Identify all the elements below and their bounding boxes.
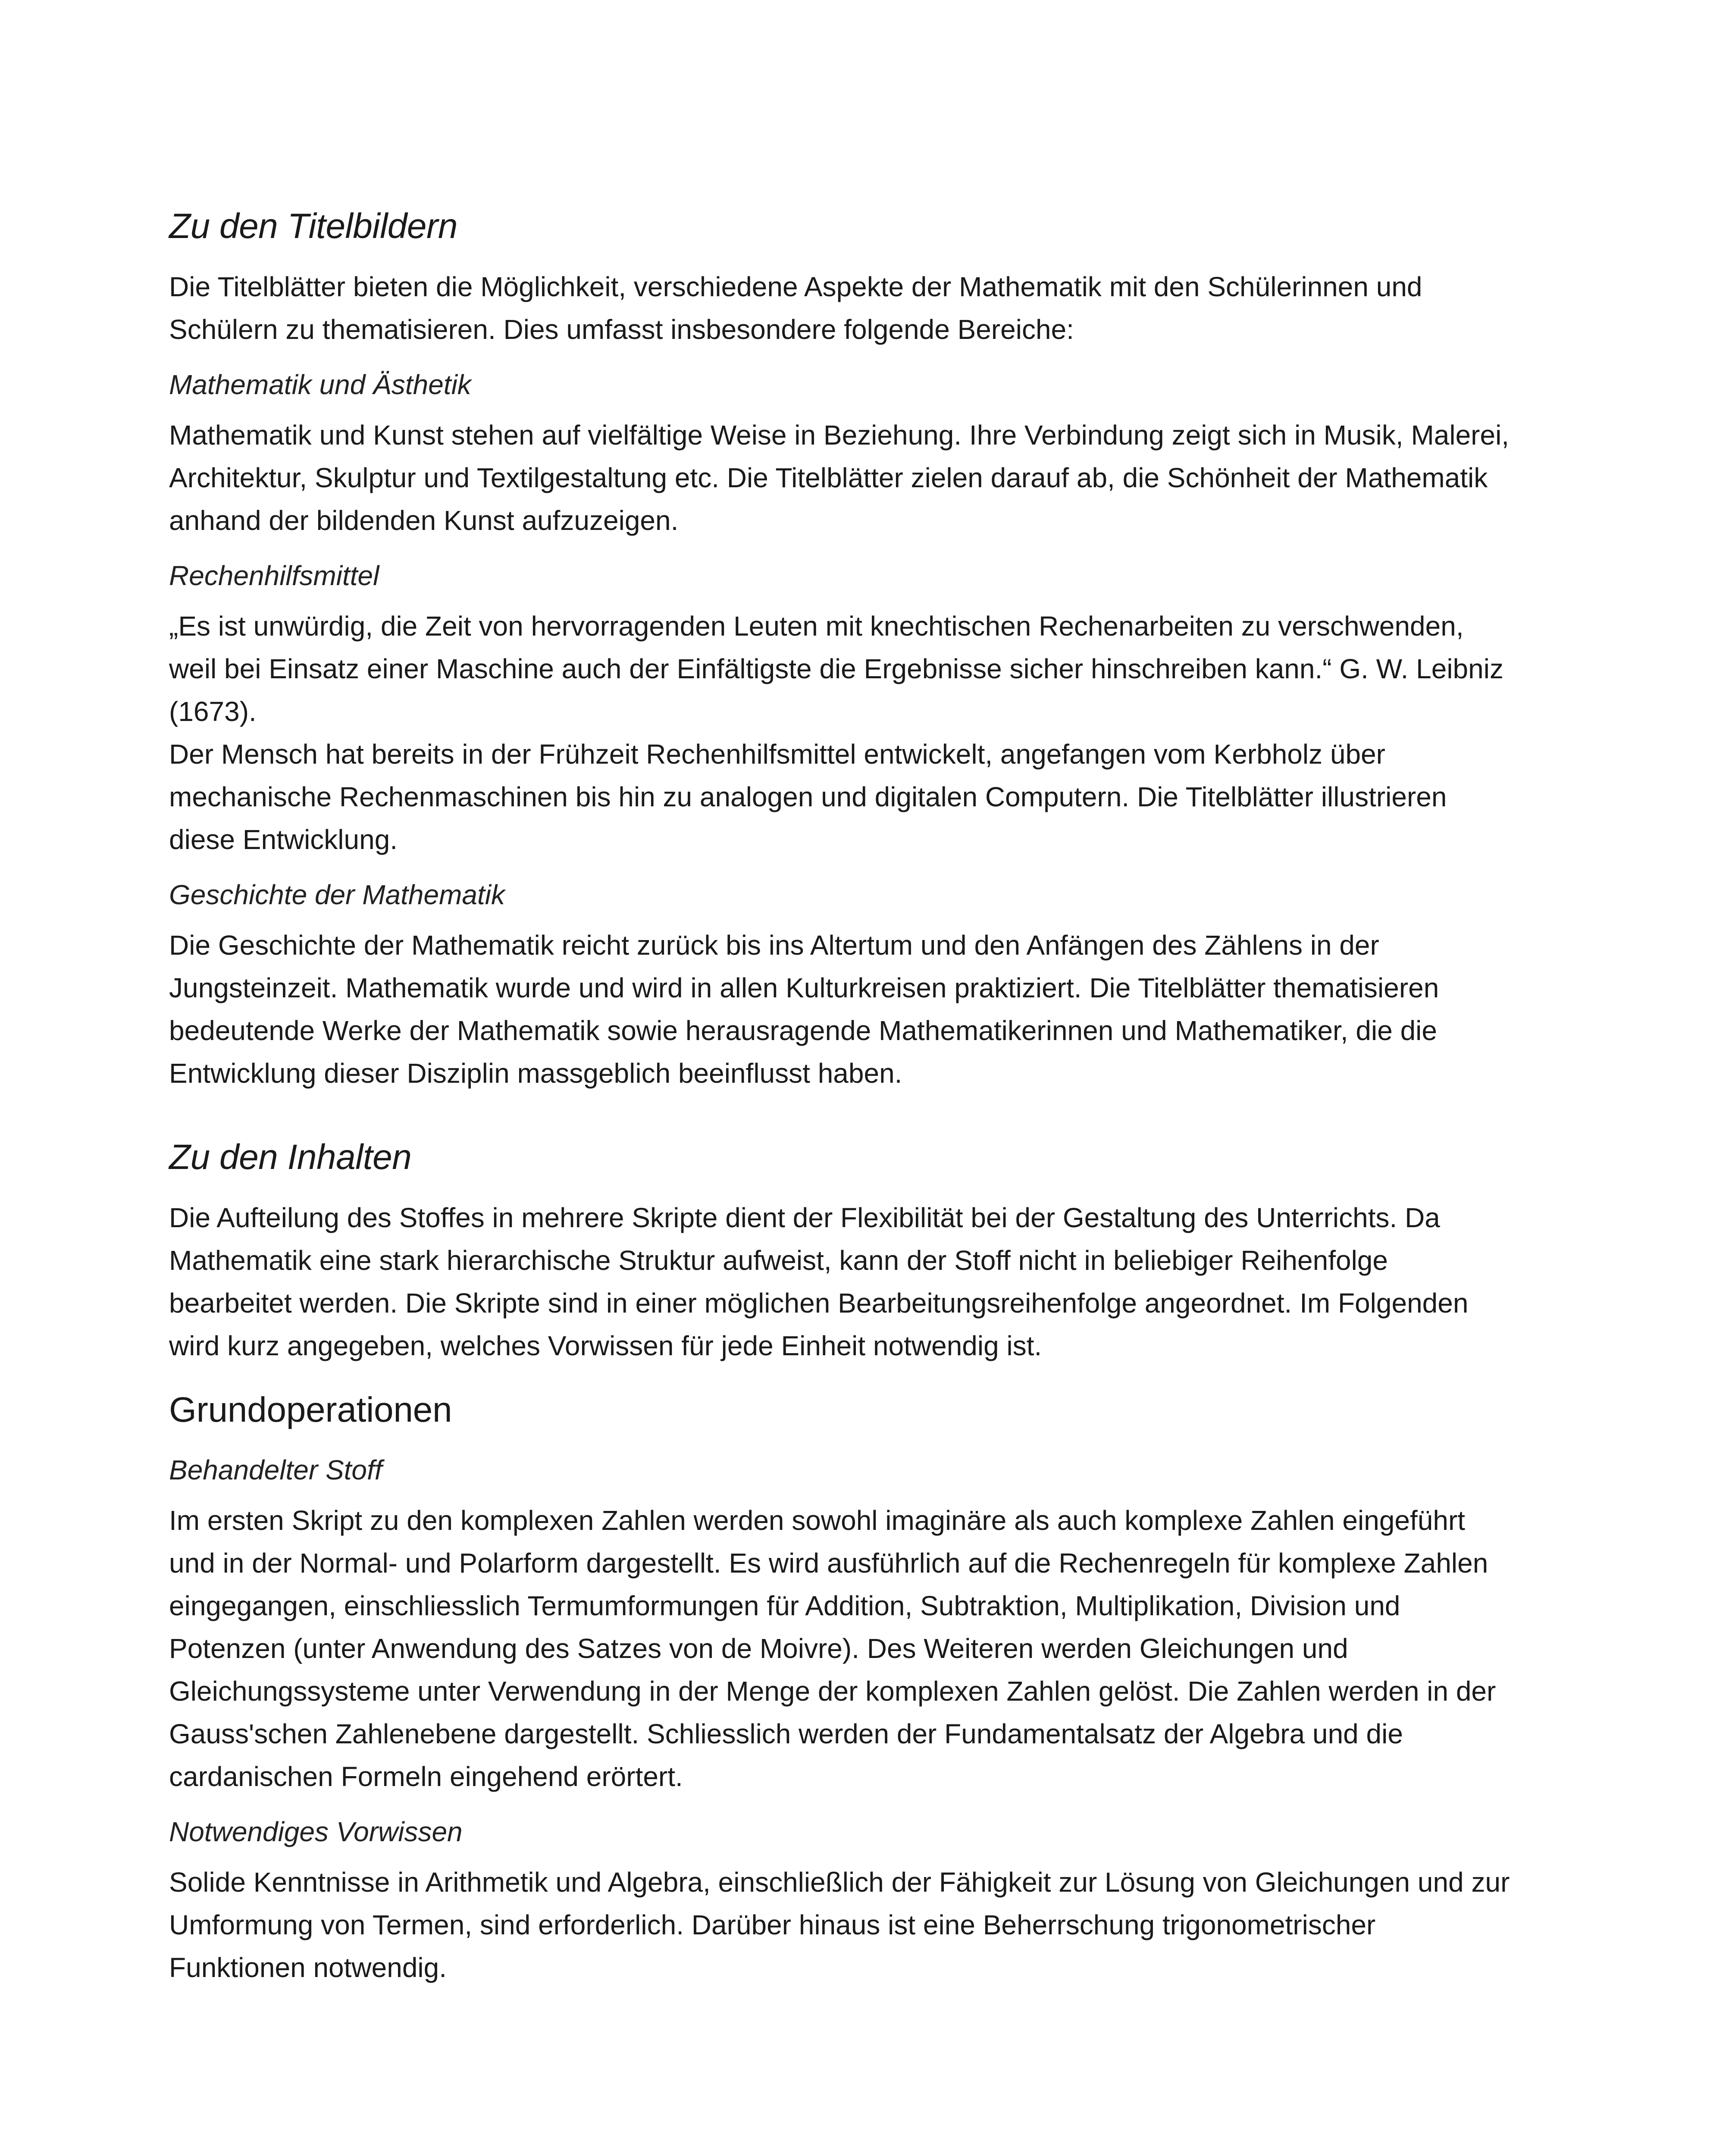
heading-titelbilder: Zu den Titelbildern bbox=[169, 207, 457, 246]
heading-inhalte: Zu den Inhalten bbox=[169, 1138, 412, 1177]
rechenhilfsmittel-text: Der Mensch hat bereits in der Frühzeit Rechenhilfsmittel entwickelt, angefangen vom Kerbholz über mechanische Rechenmaschinen bis hin zu analogen und digitalen Computern. Die Titelblätter illustrieren diese Entwicklung. bbox=[169, 739, 1447, 855]
subheading-behandelter-stoff: Behandelter Stoff bbox=[169, 1454, 382, 1485]
vorwissen-text: Solide Kenntnisse in Arithmetik und Algebra, einschließlich der Fähigkeit zur Lösung von Gleichungen und zur Umformung von Termen, sind erforderlich. Darüber hinaus ist eine Beherrschung trigonometrischer Funktionen notwendig. bbox=[169, 1867, 1510, 1983]
subheading-aesthetik: Mathematik und Ästhetik bbox=[169, 369, 471, 400]
inhalte-intro: Die Aufteilung des Stoffes in mehrere Skripte dient der Flexibilität bei der Gestaltung des Unterrichts. Da Mathematik eine stark hierarchische Struktur aufweist, kann der Stoff nicht in beliebiger Reihenfolge bearbeitet werden. Die Skripte sind in einer möglichen Bearbeitungsreihenfolge angeordnet. Im Folgenden wird kurz angegeben, welches Vorwissen für jede Einheit notwendig ist. bbox=[169, 1202, 1469, 1361]
subheading-rechenhilfsmittel: Rechenhilfsmittel bbox=[169, 560, 379, 591]
behandelter-stoff-text: Im ersten Skript zu den komplexen Zahlen werden sowohl imaginäre als auch komplexe Zahlen eingeführt und in der Normal- und Polarform dargestellt. Es wird ausführlich auf die Rechenregeln für komplexe Zahlen eingegangen, einschliesslich Termumformungen für Addition, Subtraktion, Multiplikation, Division und Potenzen (unter Anwendung des Satzes von de Moivre). Des Weiteren werden Gleichungen und Gleichungssysteme unter Verwendung in der Menge der komplexen Zahlen gelöst. Die Zahlen werden in der Gauss'schen Zahlenebene dargestellt. Schliesslich werden der Fundamentalsatz der Algebra und die cardanischen Formeln eingehend erörtert. bbox=[169, 1505, 1496, 1792]
page-content bbox=[169, 203, 1510, 2002]
geschichte-text: Die Geschichte der Mathematik reicht zurück bis ins Altertum und den Anfängen des Zählens in der Jungsteinzeit. Mathematik wurde und wird in allen Kulturkreisen praktiziert. Die Titelblätter thematisieren bedeutende Werke der Mathematik sowie herausragende Mathematikerinnen und Mathematiker, die die Entwicklung dieser Disziplin massgeblich beeinflusst haben. bbox=[169, 930, 1439, 1089]
titelbilder-intro: Die Titelblätter bieten die Möglichkeit, verschiedene Aspekte der Mathematik mit den Schülerinnen und Schülern zu thematisieren. Dies umfasst insbesondere folgende Bereiche: bbox=[169, 271, 1422, 345]
subheading-geschichte: Geschichte der Mathematik bbox=[169, 879, 505, 910]
subheading-vorwissen: Notwendiges Vorwissen bbox=[169, 1816, 463, 1847]
aesthetik-text: Mathematik und Kunst stehen auf vielfältige Weise in Beziehung. Ihre Verbindung zeigt sich in Musik, Malerei, Architektur, Skulptur und Textilgestaltung etc. Die Titelblätter zielen darauf ab, die Schönheit der Mathematik anhand der bildenden Kunst aufzuzeigen. bbox=[169, 420, 1510, 536]
heading-grundoperationen: Grundoperationen bbox=[169, 1390, 452, 1429]
leibniz-quote: „Es ist unwürdig, die Zeit von hervorragenden Leuten mit knechtischen Rechenarbeiten zu verschwenden, weil bei Einsatz einer Maschine auch der Einfältigste die Ergebnisse sicher hinschreiben kann.“ G. W. Leibniz (1673). bbox=[169, 611, 1503, 727]
